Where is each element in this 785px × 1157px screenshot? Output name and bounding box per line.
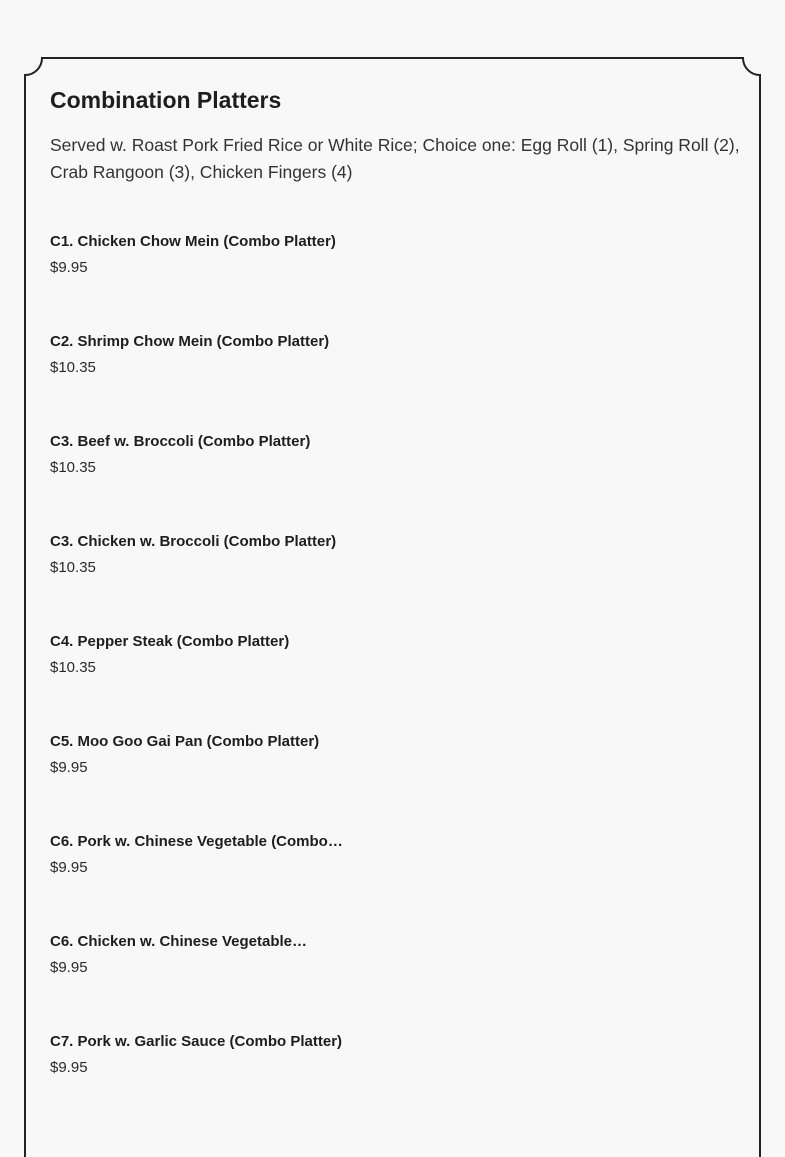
section-title: Combination Platters (50, 87, 282, 113)
menu-item-c1-chicken-chow-mein[interactable] (50, 231, 740, 331)
menu-item-c3-chicken-broccoli[interactable] (50, 531, 740, 631)
combination-platters-card (24, 57, 761, 1157)
menu-item-c6-pork-chinese-vegetable[interactable] (50, 831, 740, 931)
item-name: C6. Chicken w. Chinese Vegetable… (50, 933, 308, 950)
menu-item-c2-shrimp-chow-mein[interactable] (50, 331, 740, 431)
item-price: $10.35 (50, 659, 96, 676)
item-name: C4. Pepper Steak (Combo Platter) (50, 633, 290, 650)
item-price: $9.95 (50, 259, 88, 276)
item-name: C3. Beef w. Broccoli (Combo Platter) (50, 433, 311, 450)
menu-item-c4-pepper-steak[interactable] (50, 631, 740, 731)
menu-item-c6-chicken-chinese-vegetable[interactable] (50, 931, 740, 1031)
item-name: C3. Chicken w. Broccoli (Combo Platter) (50, 533, 337, 550)
item-name: C2. Shrimp Chow Mein (Combo Platter) (50, 333, 330, 350)
item-price: $10.35 (50, 359, 96, 376)
item-price: $9.95 (50, 759, 88, 776)
section-description: Served w. Roast Pork Fried Rice or White Rice; Choice one: Egg Roll (1), Spring Roll (2), Crab Rangoon (3), Chicken Fingers (4) (50, 135, 740, 182)
item-name: C6. Pork w. Chinese Vegetable (Combo… (50, 833, 343, 850)
item-price: $9.95 (50, 859, 88, 876)
item-name: C5. Moo Goo Gai Pan (Combo Platter) (50, 733, 320, 750)
item-price: $10.35 (50, 559, 96, 576)
item-name: C7. Pork w. Garlic Sauce (Combo Platter) (50, 1033, 343, 1050)
item-name: C1. Chicken Chow Mein (Combo Platter) (50, 233, 336, 250)
item-price: $9.95 (50, 959, 88, 976)
menu-item-c5-moo-goo-gai-pan[interactable] (50, 731, 740, 831)
menu-item-c3-beef-broccoli[interactable] (50, 431, 740, 531)
item-price: $10.35 (50, 459, 96, 476)
menu-item-c7-pork-garlic-sauce[interactable] (50, 1031, 740, 1131)
item-price: $9.95 (50, 1059, 88, 1076)
menu-item-list (50, 231, 740, 1131)
